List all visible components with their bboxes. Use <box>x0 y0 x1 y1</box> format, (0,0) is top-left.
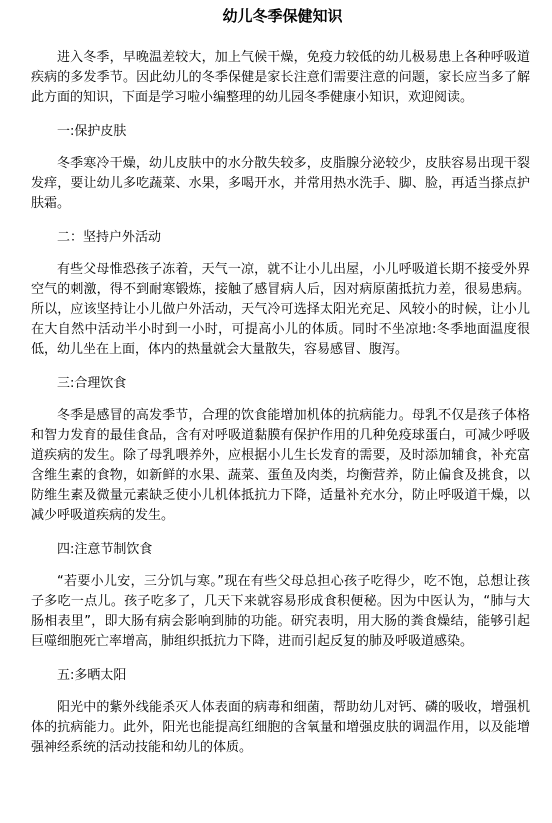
document-title: 幼儿冬季保健知识 <box>222 7 343 25</box>
section-paragraph-moderation: “若要小儿安，三分饥与寒。”现在有些父母总担心孩子吃得少，吃不饱，总想让孩子多吃一点儿。孩子吃多了，几天下来就容易形成食积便秘。因为中医认为，“肺与大肠相表里”，即大肠有病会影响到肺的功能。研究表明，用大肠的粪食燥结，能够引起巨噬细胞死亡率增高，肺组织抵抗力下降，进而引起反复的肺及呼吸道感染。 <box>31 574 530 649</box>
section-heading-sunshine: 五:多晒太阳 <box>57 668 127 683</box>
section-heading-skin: 一:保护皮肤 <box>57 124 127 139</box>
section-heading-diet: 三:合理饮食 <box>57 376 127 391</box>
intro-paragraph: 进入冬季，早晚温差较大，加上气候干燥，免疫力较低的幼儿极易患上各种呼吸道疾病的多发季节。因此幼儿的冬季保健是家长注意们需要注意的问题，家长应当多了解此方面的知识，下面是学习啦小编整理的幼儿园冬季健康小知识，欢迎阅读。 <box>31 50 530 105</box>
section-paragraph-diet: 冬季是感冒的高发季节，合理的饮食能增加机体的抗病能力。母乳不仅是孩子体格和智力发育的最佳食品，含有对呼吸道黏膜有保护作用的几种免疫球蛋白，可减少呼吸道疾病的发生。除了母乳喂养外，应根据小儿生长发育的需要，及时添加辅食，补充富含维生素的食物，如新鲜的水果、蔬菜、蛋鱼及肉类，均衡营养，防止偏食及挑食，以防维生素及微量元素缺乏使小儿机体抵抗力下降，适量补充水分，防止呼吸道干燥，以减少呼吸道疾病的发生。 <box>31 408 530 523</box>
section-paragraph-sunshine: 阳光中的紫外线能杀灭人体表面的病毒和细菌，帮助幼儿对钙、磷的吸收，增强机体的抗病能力。此外，阳光也能提高红细胞的含氧量和增强皮肤的调温作用，以及能增强神经系统的活动技能和幼儿的体质。 <box>31 700 530 755</box>
section-heading-outdoor: 二：坚持户外活动 <box>57 230 162 245</box>
section-paragraph-skin: 冬季寒冷干燥，幼儿皮肤中的水分散失较多，皮脂腺分泌较少，皮肤容易出现干裂发痒，要让幼儿多吃蔬菜、水果，多喝开水，并常用热水洗手、脚、脸，再适当搽点护肤霜。 <box>31 156 530 211</box>
section-heading-moderation: 四:注意节制饮食 <box>57 542 153 557</box>
section-paragraph-outdoor: 有些父母惟恐孩子冻着，天气一凉，就不让小儿出屋，小儿呼吸道长期不接受外界空气的刺激，得不到耐寒锻炼，接触了感冒病人后，因对病原菌抵抗力差，很易患病。所以，应该坚持让小儿做户外活动，天气冷可选择太阳光充足、风较小的时候，让小儿在大自然中活动半小时到一小时，可提高小儿的体质。同时不坐凉地:冬季地面温度很低，幼儿坐在上面，体内的热量就会大量散失，容易感冒、腹泻。 <box>31 262 530 357</box>
